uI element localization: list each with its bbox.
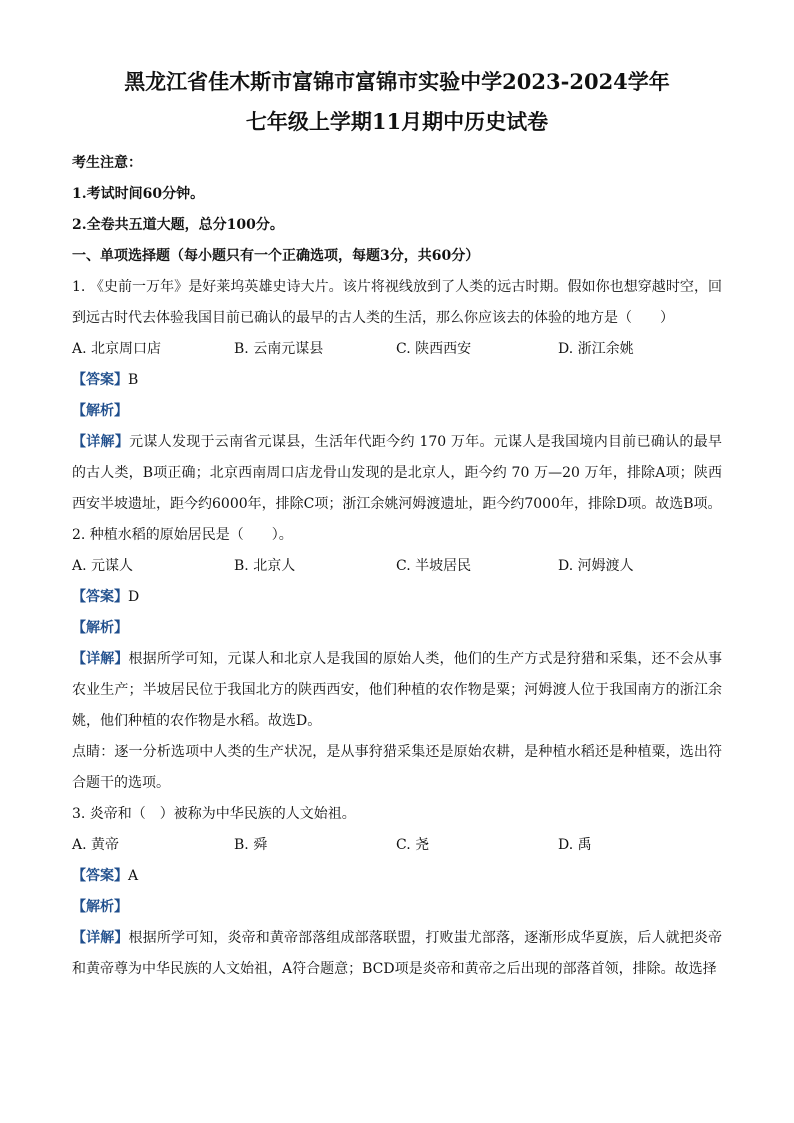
detail-label: 【详解】 <box>72 434 130 450</box>
detail-label: 【详解】 <box>72 651 129 667</box>
answer-line <box>72 582 722 613</box>
question-3 <box>72 799 722 985</box>
analysis-label: 【解析】 <box>72 899 128 915</box>
question-2-stem: 2. 种植水稻的原始居民是（ ）。 <box>72 527 293 543</box>
tip-paragraph: 点睛：逐一分析选项中人类的生产状况，是从事狩猎采集还是原始农耕，是种植水稻还是种植粟，选出符合题干的选项。 <box>72 744 722 791</box>
notice-item-2: 2.全卷共五道大题，总分100分。 <box>72 217 284 233</box>
answer-label: 【答案】 <box>72 868 128 884</box>
detail-paragraph <box>72 923 722 985</box>
option-c: C. 尧 <box>396 837 430 853</box>
option-c: C. 陕西西安 <box>396 341 472 357</box>
option-a: A. 元谋人 <box>72 558 134 574</box>
option-a: A. 北京周口店 <box>72 341 162 357</box>
option-d: D. 浙江余姚 <box>558 341 634 357</box>
answer-line <box>72 365 722 396</box>
answer-value: A <box>128 868 139 884</box>
question-3-options <box>72 830 722 861</box>
option-b: B. 北京人 <box>234 558 296 574</box>
exam-title-line1: 黑龙江省佳木斯市富锦市富锦市实验中学2023-2024学年 <box>124 69 670 94</box>
option-c: C. 半坡居民 <box>396 558 472 574</box>
answer-label: 【答案】 <box>72 589 128 605</box>
exam-page <box>72 62 722 985</box>
detail-text: 元谋人发现于云南省元谋县，生活年代距今约 170 万年。元谋人是我国境内目前已确认的最早的古人类，B项正确；北京西南周口店龙骨山发现的是北京人，距今约 70 万—20 万年，排除A项；陕西西安半坡遗址，距今约6000年，排除C项；浙江余姚河姆渡遗址，距今约7000年，排除D项。故选B项。 <box>72 434 722 512</box>
option-b: B. 舜 <box>234 837 268 853</box>
analysis-label: 【解析】 <box>72 403 128 419</box>
question-1-options <box>72 334 722 365</box>
notice-heading: 考生注意： <box>72 155 142 171</box>
question-3-stem: 3. 炎帝和（ ）被称为中华民族的人文始祖。 <box>72 806 356 822</box>
option-a: A. 黄帝 <box>72 837 120 853</box>
answer-line <box>72 861 722 892</box>
notice-item-1: 1.考试时间60分钟。 <box>72 186 205 202</box>
detail-paragraph <box>72 644 722 737</box>
analysis-label: 【解析】 <box>72 620 128 636</box>
section-heading: 一、单项选择题（每小题只有一个正确选项，每题3分，共60分） <box>72 248 480 264</box>
detail-text: 根据所学可知，炎帝和黄帝部落组成部落联盟，打败蚩尤部落，逐渐形成华夏族，后人就把炎帝和黄帝尊为中华民族的人文始祖，A符合题意；BCD项是炎帝和黄帝之后出现的部落首领，排除。故选择 <box>72 930 723 977</box>
answer-label: 【答案】 <box>72 372 128 388</box>
answer-value: B <box>128 372 139 388</box>
question-1 <box>72 272 722 520</box>
detail-text: 根据所学可知，元谋人和北京人是我国的原始人类，他们的生产方式是狩猎和采集，还不会从事农业生产；半坡居民位于我国北方的陕西西安，他们种植的农作物是粟；河姆渡人位于我国南方的浙江余姚，他们种植的农作物是水稻。故选D。 <box>72 651 723 729</box>
question-2-options <box>72 551 722 582</box>
option-d: D. 禹 <box>558 837 592 853</box>
option-d: D. 河姆渡人 <box>558 558 634 574</box>
question-1-stem: 1. 《史前一万年》是好莱坞英雄史诗大片。该片将视线放到了人类的远古时期。假如你也想穿越时空，回到远古时代去体验我国目前已确认的最早的古人类的生活，那么你应该去的体验的地方是（ ） <box>72 279 722 326</box>
detail-label: 【详解】 <box>72 930 129 946</box>
detail-paragraph <box>72 427 722 520</box>
exam-title-line2: 七年级上学期11月期中历史试卷 <box>245 109 549 134</box>
answer-value: D <box>128 589 140 605</box>
question-2 <box>72 520 722 799</box>
option-b: B. 云南元谋县 <box>234 341 324 357</box>
